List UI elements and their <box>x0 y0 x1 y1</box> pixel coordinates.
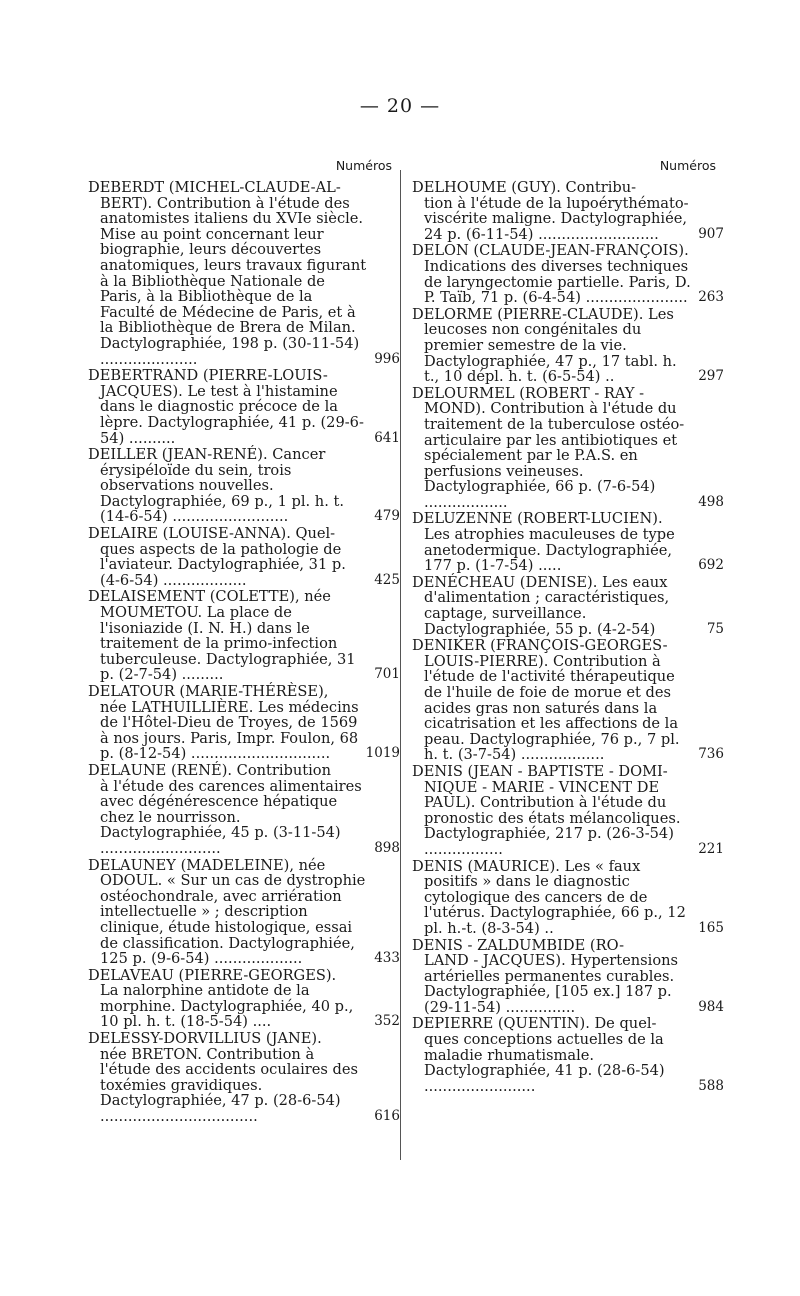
entry-author: DENIS (MAURICE). Les « faux <box>412 857 641 875</box>
entry-number: 433 <box>374 950 400 967</box>
bibliography-entry <box>412 857 724 937</box>
entry-number: 907 <box>698 225 724 242</box>
entry-number: 352 <box>374 1013 400 1030</box>
entry-author: DELUZENNE (ROBERT-LUCIEN). <box>412 510 663 528</box>
entry-number: 701 <box>374 666 400 683</box>
entry-description: BERT). Contribution à l'étude des anatomistes italiens du XVIe siècle. Mise au point concernant leur biographie, leurs découvertes anatomiques, leurs travaux figurant à la Bibliothèque Nationale de Paris, à la Bibliothèque de la Faculté de Médecine de Paris, et à la Bibliothèque de Brera de Milan. Dactylographiée, 198 p. (30-11-54) ..................... <box>100 194 367 368</box>
entry-author: DELORME (PIERRE-CLAUDE). Les <box>412 305 674 323</box>
bibliography-entry <box>412 384 724 511</box>
entry-author: DENIS (JEAN - BAPTISTE - DOMI- <box>412 762 668 780</box>
entry-author: DENIS - ZALDUMBIDE (RO- <box>412 936 625 954</box>
entry-description: LOUIS-PIERRE). Contribution à l'étude de l'activité thérapeutique de l'huile de foie de morue et des acides gras non saturés dans la cicatrisation et les affections de la peau. Dactylographiée, 76 p., 7 pl. h. t. (3-7-54) .................. <box>424 652 680 764</box>
entry-author: DEBERTRAND (PIERRE-LOUIS- <box>88 367 328 385</box>
entry-description: MOUMETOU. La place de l'isoniazide (I. N. H.) dans le traitement de la primo-infection tuberculeuse. Dactylographiée, 31 p. (2-7-54) ......... <box>100 604 356 684</box>
bibliography-entry <box>412 510 724 575</box>
left-column <box>88 158 400 1126</box>
bibliography-entry <box>88 683 400 763</box>
entry-number: 996 <box>374 350 400 367</box>
bibliography-entry <box>412 179 724 243</box>
entry-description: La nalorphine antidote de la morphine. Dactylographiée, 40 p., 10 pl. h. t. (18-5-54) .... <box>100 982 354 1031</box>
entry-description: née BRETON. Contribution à l'étude des accidents oculaires des toxémies gravidiques. Dactylographiée, 47 p. (28-6-54) .................................. <box>100 1045 358 1126</box>
right-entries <box>412 179 724 1095</box>
bibliography-entry <box>88 446 400 526</box>
entry-author: DELAISEMENT (COLETTE), née <box>88 588 331 606</box>
column-header-right: Numéros <box>659 158 716 173</box>
entry-number: 221 <box>698 840 724 857</box>
left-entries <box>88 179 400 1126</box>
bibliography-entry <box>88 525 400 589</box>
entry-number: 692 <box>698 557 724 574</box>
entry-description: ques aspects de la pathologie de l'aviateur. Dactylographiée, 31 p. (4-6-54) .................. <box>100 540 346 589</box>
entry-author: DEPIERRE (QUENTIN). De quel- <box>412 1015 657 1033</box>
entry-number: 75 <box>706 620 724 637</box>
entry-author: DENIKER (FRANÇOIS-GEORGES- <box>412 637 668 655</box>
entry-author: DEILLER (JEAN-RENÉ). Cancer <box>88 446 326 464</box>
entry-author: DELATOUR (MARIE-THÉRÈSE), <box>88 683 329 700</box>
entry-number: 616 <box>374 1108 400 1125</box>
entry-number: 588 <box>698 1077 724 1094</box>
bibliography-entry <box>412 305 724 386</box>
entry-description: ODOUL. « Sur un cas de dystrophie ostéochondrale, avec arriération intellectuelle » ; description clinique, étude histologique, essai de classification. Dactylographiée, 125 p. (9-6-54) ................... <box>100 872 366 968</box>
entry-description: JACQUES). Le test à l'histamine dans le diagnostic précoce de la lèpre. Dactylographiée, 41 p. (29-6-54) .......... <box>100 382 364 447</box>
entry-description: MOND). Contribution à l'étude du traitement de la tuberculose ostéo-articulaire par les antibiotiques et spécialement par le P.A.S. en perfusions veineuses. Dactylographiée, 66 p. (7-6-54) .................. <box>424 400 685 511</box>
entry-description: NIQUE - MARIE - VINCENT DE PAUL). Contribution à l'étude du pronostic des états mélancoliques. Dactylographiée, 217 p. (26-3-54) ................. <box>424 778 681 858</box>
entry-number: 898 <box>374 839 400 856</box>
bibliography-entry <box>412 573 724 638</box>
page-number: — 20 — <box>359 95 441 117</box>
column-divider <box>400 170 401 1160</box>
entry-author: DELON (CLAUDE-JEAN-FRANÇOIS). <box>412 242 689 260</box>
entry-number: 263 <box>698 289 724 306</box>
entry-number: 165 <box>698 919 724 936</box>
column-header-left: Numéros <box>335 158 392 173</box>
entry-description: d'alimentation ; caractéristiques, captage, surveillance. Dactylographiée, 55 p. (4-2-54) <box>424 589 670 638</box>
bibliography-entry <box>88 856 400 968</box>
right-column <box>412 158 724 1095</box>
entry-author: DELHOUME (GUY). Contribu- <box>412 179 637 196</box>
entry-description: érysipéloïde du sein, trois observations nouvelles. Dactylographiée, 69 p., 1 pl. h. t. (14-6-54) ......................... <box>100 461 344 526</box>
entry-description: LAND - JACQUES). Hypertensions artérielles permanentes curables. Dactylographiée, [105 ex.] 187 p. (29-11-54) ............... <box>424 952 679 1016</box>
entry-author: DELAVEAU (PIERRE-GEORGES). <box>88 966 337 984</box>
bibliography-entry <box>412 1015 724 1095</box>
bibliography-entry <box>412 936 724 1016</box>
bibliography-entry <box>88 588 400 684</box>
bibliography-entry <box>412 637 724 764</box>
entry-number: 1019 <box>365 745 400 762</box>
entry-number: 984 <box>698 998 724 1015</box>
entry-author: DELAIRE (LOUISE-ANNA). Quel- <box>88 525 336 543</box>
entry-description: née LATHUILLIÈRE. Les médecins de l'Hôtel-Dieu de Troyes, de 1569 à nos jours. Paris, Impr. Foulon, 68 p. (8-12-54) .............................. <box>100 698 359 763</box>
bibliography-entry <box>88 761 400 857</box>
entry-author: DELOURMEL (ROBERT - RAY - <box>412 384 645 402</box>
bibliography-entry <box>88 179 400 368</box>
entry-number: 479 <box>374 508 400 525</box>
entry-description: tion à l'étude de la lupoérythémato-viscérite maligne. Dactylographiée, 24 p. (6-11-54) .......................... <box>424 194 689 243</box>
bibliography-entry <box>88 1030 400 1126</box>
entry-number: 641 <box>374 429 400 446</box>
entry-number: 498 <box>698 493 724 510</box>
entry-author: DELESSY-DORVILLIUS (JANE). <box>88 1030 322 1048</box>
entry-number: 736 <box>698 746 724 763</box>
entry-description: Les atrophies maculeuses de type anetodermique. Dactylographiée, 177 p. (1-7-54) ..... <box>424 526 675 575</box>
entry-author: DENÉCHEAU (DENISE). Les eaux <box>412 573 668 591</box>
entry-number: 425 <box>374 571 400 588</box>
entry-description: leucoses non congénitales du premier semestre de la vie. Dactylographiée, 47 p., 17 tabl. h. t., 10 dépl. h. t. (6-5-54) .. <box>424 321 677 386</box>
bibliography-entry <box>412 242 724 307</box>
bibliography-entry <box>88 367 400 447</box>
bibliography-entry <box>412 762 724 858</box>
entry-author: DEBERDT (MICHEL-CLAUDE-AL- <box>88 179 341 196</box>
entry-description: Indications des diverses techniques de laryngectomie partielle. Paris, D. P. Taïb, 71 p. (6-4-54) ...................... <box>424 257 691 307</box>
bibliography-entry <box>88 966 400 1031</box>
entry-author: DELAUNE (RENÉ). Contribution <box>88 761 331 779</box>
entry-author: DELAUNEY (MADELEINE), née <box>88 856 326 874</box>
entry-description: positifs » dans le diagnostic cytologique des cancers de de l'utérus. Dactylographiée, 66 p., 12 pl. h.-t. (8-3-54) .. <box>424 873 686 937</box>
entry-number: 297 <box>698 368 724 385</box>
entry-description: ques conceptions actuelles de la maladie rhumatismale. Dactylographiée, 41 p. (28-6-54) ........................ <box>424 1031 665 1095</box>
entry-description: à l'étude des carences alimentaires avec dégénérescence hépatique chez le nourrisson. Dactylographiée, 45 p. (3-11-54) .......................... <box>100 777 362 857</box>
